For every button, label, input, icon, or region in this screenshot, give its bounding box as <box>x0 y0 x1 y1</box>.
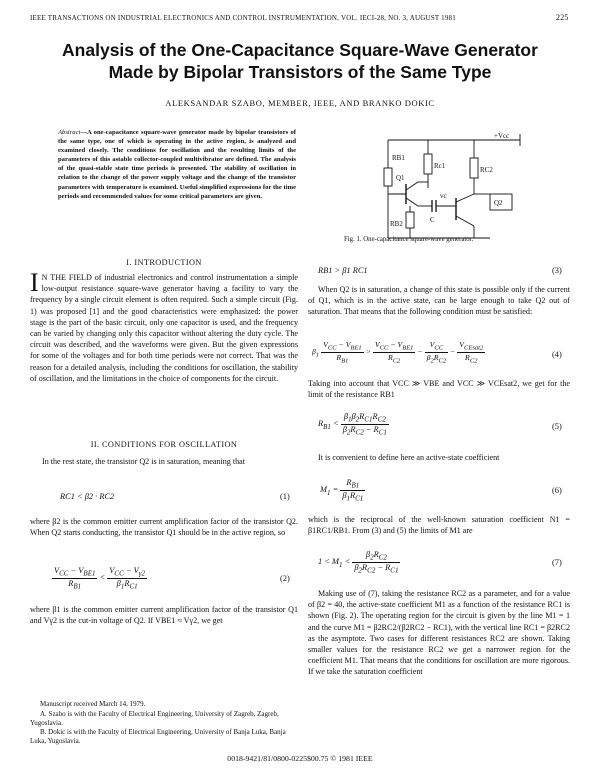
equation-3: RB1 > β1 RC1 <box>318 266 368 275</box>
right-text-3: It is convenient to define here an active-state coefficient <box>318 453 500 462</box>
eq4-number: (4) <box>552 350 562 359</box>
rc1-label: Rc1 <box>434 162 446 170</box>
rb2-label: RB2 <box>390 220 403 228</box>
equation-4: $\beta_1$ $\frac{V_{CC} - V_{BE1}}{R_{B1}}$ > $\frac{V_{CC} - V_{BE1}}{R_{C2}}$ − $\frac{V_{CC}}{\beta_2R_{C2}}$ − $\frac{V_{CEsat2}}{R_{C2}}$ <box>312 340 484 365</box>
equation-1 <box>60 492 114 501</box>
copyright-line: 0018-9421/81/0800-0225$00.75 © 1981 IEEE <box>227 754 373 763</box>
eq5-number: (5) <box>552 422 562 431</box>
paper-authors: ALEKSANDAR SZABO, MEMBER, IEEE, AND BRANKO DOKIC <box>165 98 435 108</box>
vcc-label: +Vcc <box>494 132 510 140</box>
right-text-5: Making use of (7), taking the resistance RC2 as a parameter, and for a value of β2 = 40, the active-state coefficient M1 as a function of the resistance RC1 is shown (Fig. 2). The operating region for the circuit is given by the line M1 = 1 and the curve M1 = β2RC2/(β2RC2 − RC1), with the vertical line RC1 = β2RC2 as the asymptote. Two cases for different resistances RC2 are shown. Taking smaller values for the resistance RC2 we get a narrower region for the coefficient M1. That means that the conditions for oscillation are more rigorous. If we take the saturation coefficient <box>308 589 570 677</box>
rb1-resistor <box>384 168 392 186</box>
paper-title-line1: Analysis of the One-Capacitance Square-Wave Generator <box>62 40 538 60</box>
footnote-received: Manuscript received March 14, 1979. <box>40 700 146 708</box>
equation-2: $\frac{V_{CC} - V_{BE1}}{R_{B1}}$ < $\frac{V_{CC} - V_{\gamma 2}}{\beta_1R_{C1}}$ <box>54 566 145 591</box>
cond-text-2: where β2 is the common emitter current amplification factor of the transistor Q2. When Q2 starts conducting, the transistor Q1 should be in the active region, so <box>30 517 298 538</box>
cond-text-3: where β1 is the common emitter current amplification factor of the transistor Q1 and Vγ2 is the cut-in voltage of Q2. If VBE1 ≈ Vγ2, we get <box>30 605 298 626</box>
eq6-number: (6) <box>552 486 562 495</box>
eq1-number: (1) <box>280 492 290 501</box>
equation-6: $M_1$ = $\frac{R_{B1}}{\beta_1R_{C1}}$ <box>320 478 364 503</box>
right-text-1: When Q2 is in saturation, a change of this state is possible only if the current of Q1, which is in the active state, can be large enough to take Q2 out of saturation. That means that the following condition must be satisfied: <box>308 285 570 317</box>
eq3-number: (3) <box>552 266 562 275</box>
figure-caption: Fig. 1. One-capacitance square-wave generator. <box>344 236 474 243</box>
rb2-resistor <box>406 212 414 228</box>
intro-dropcap: I <box>30 268 39 297</box>
footnote-author1: A. Szabo is with the Faculty of Electrical Engineering, University of Zagreb, Zagreb, Yugoslavia. <box>30 710 279 727</box>
rc2-label: RC2 <box>480 166 493 174</box>
eq2-number: (2) <box>280 574 290 583</box>
footnote-author2: B. Dokic is with the Faculty of Electrical Engineering, University of Banja Luka, Banja Luka, Yugoslavia. <box>30 728 286 745</box>
vc-label: vc <box>440 192 447 200</box>
cond-text-1: In the rest state, the transistor Q2 is in saturation, meaning that <box>42 457 245 466</box>
abstract-text: —A one-capacitance square-wave generator made by bipolar transistors of the same type, one of which is operating in the active region, is analyzed and examined closely. The conditions for oscillation and the resulting limits of the parameters of this astable collector-coupled multivibrator are defined. The analysis of the quasi-stable state time periods is presented. The stability of oscillation in relation to the change of the power supply voltage and the change of the transistor parameters with temperature is examined. Useful simplified expressions for the time periods and recommended values for some critical parameters are given. <box>58 129 296 200</box>
right-text-4: which is the reciprocal of the well-known saturation coefficient N1 = β1RC1/RB1. From (3) and (5) the limits of M1 are <box>308 515 570 536</box>
journal-header: IEEE TRANSACTIONS ON INDUSTRIAL ELECTRONICS AND CONTROL INSTRUMENTATION, VOL. IECI-28, NO. 3, AUGUST 1981 <box>30 14 456 22</box>
eq1-lhs: RC1 <box>60 492 75 501</box>
intro-text: N THE FIELD of industrial electronics and control instrumentation a simple low-output resistance square-wave generator having a facility to vary the frequency by a single circuit element is often required. Such a simple circuit (Fig. 1) was proposed [1] and the good characteristics were emphasized: the power stage is the part of the basic circuit, only one capacitor is used, and the frequency can be varied by changing only this capacitor without altering the duty cycle. The circuit was described, and the waveforms were given. But the given expressions for some of the voltages and for both time periods were not correct. That was the reason for a detailed analysis, including the conditions for oscillation, the stability of oscillation, and the limitations in the choice of components for the circuit. <box>30 273 298 383</box>
abstract-label: Abstract <box>58 129 81 136</box>
eq1-rel: < β2 · RC2 <box>76 492 115 501</box>
intro-heading: I. INTRODUCTION <box>126 258 202 267</box>
right-text-2: Taking into account that VCC ≫ VBE and VCC ≫ VCEsat2, we get for the limit of the resistance RB1 <box>308 379 570 400</box>
circuit-figure <box>370 128 540 246</box>
equation-5: $R_{B1}$ < $\frac{\beta_1\beta_2R_{C1}R_{C2}}{\beta_2R_{C2} - R_{C1}}$ <box>318 412 387 437</box>
c-label: C <box>430 216 435 224</box>
intro-paragraph <box>30 268 298 384</box>
abstract <box>58 128 296 201</box>
rb1-label: RB1 <box>392 154 405 162</box>
eq7-number: (7) <box>552 558 562 567</box>
rc2-resistor <box>470 158 478 178</box>
q2-label: Q2 <box>494 199 503 207</box>
rc1-resistor <box>424 154 432 174</box>
conditions-heading: II. CONDITIONS FOR OSCILLATION <box>90 440 238 449</box>
page-number: 225 <box>556 13 569 22</box>
equation-7: $1 < M_1$ < $\frac{\beta_2R_{C2}}{\beta_2R_{C2} - R_{C1}}$ <box>318 550 399 575</box>
paper-title-line2: Made by Bipolar Transistors of the Same Type <box>108 62 492 82</box>
q1-label: Q1 <box>396 174 405 182</box>
